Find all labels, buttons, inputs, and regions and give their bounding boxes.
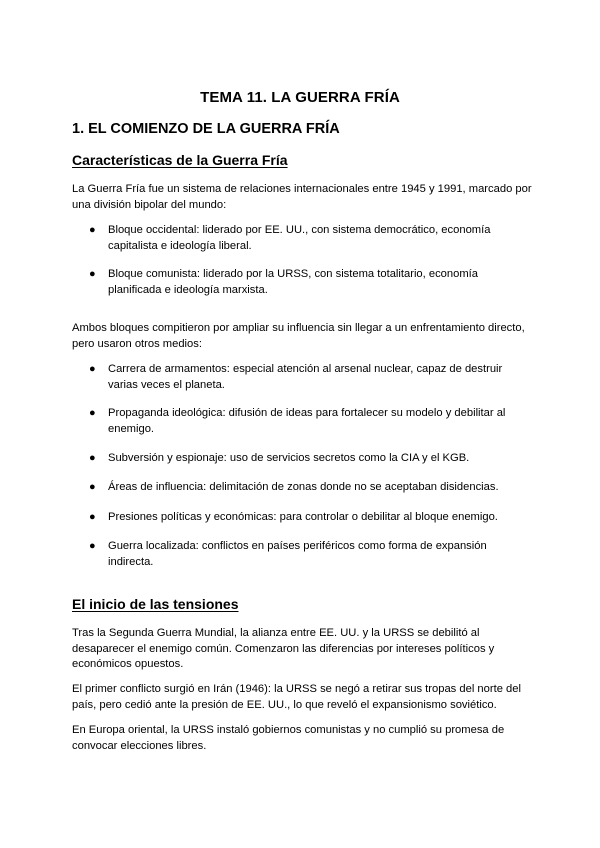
list-item-text: Bloque occidental: liderado por EE. UU., con sistema democrático, economía capitalista e ideología liberal. bbox=[108, 224, 491, 252]
list-item bbox=[72, 451, 532, 467]
bullet-icon: ● bbox=[89, 540, 96, 552]
list-item bbox=[72, 510, 532, 526]
list-item bbox=[72, 539, 532, 570]
list-item bbox=[72, 480, 532, 496]
section-heading: 1. EL COMIENZO DE LA GUERRA FRÍA bbox=[72, 121, 340, 137]
subsection-heading-characteristics: Características de la Guerra Fría bbox=[72, 152, 288, 168]
list-item-text: Carrera de armamentos: especial atención al arsenal nuclear, capaz de destruir varias veces el planeta. bbox=[108, 363, 503, 391]
bullet-icon: ● bbox=[89, 511, 96, 523]
bullet-icon: ● bbox=[89, 268, 96, 280]
list-item-text: Presiones políticas y económicas: para controlar o debilitar al bloque enemigo. bbox=[108, 511, 498, 523]
bullet-icon: ● bbox=[89, 224, 96, 236]
tensions-paragraph: Tras la Segunda Guerra Mundial, la alianza entre EE. UU. y la URSS se debilitó al desaparecer el enemigo común. Comenzaron las diferencias por intereses políticos y económicos opuestos. bbox=[72, 627, 495, 670]
list-item-text: Guerra localizada: conflictos en países periféricos como forma de expansión indirecta. bbox=[108, 540, 487, 568]
bullet-icon: ● bbox=[89, 481, 96, 493]
list-item-text: Bloque comunista: liderado por la URSS, con sistema totalitario, economía planificada e ideología marxista. bbox=[108, 268, 478, 296]
intro-paragraph: La Guerra Fría fue un sistema de relaciones internacionales entre 1945 y 1991, marcado por una división bipolar del mundo: bbox=[72, 183, 532, 211]
list-item-text: Subversión y espionaje: uso de servicios secretos como la CIA y el KGB. bbox=[108, 452, 470, 464]
list-item-text: Propaganda ideológica: difusión de ideas para fortalecer su modelo y debilitar al enemigo. bbox=[108, 407, 506, 435]
bullet-icon: ● bbox=[89, 363, 96, 375]
tensions-paragraph: El primer conflicto surgió en Irán (1946): la URSS se negó a retirar sus tropas del norte del país, pero cedió ante la presión de EE. UU., lo que reveló el expansionismo soviético. bbox=[72, 683, 521, 711]
document-title: TEMA 11. LA GUERRA FRÍA bbox=[200, 89, 400, 106]
list-item bbox=[72, 406, 532, 437]
list-item bbox=[72, 362, 532, 393]
list-item bbox=[72, 223, 532, 254]
bullet-icon: ● bbox=[89, 452, 96, 464]
list-item bbox=[72, 267, 532, 298]
tensions-paragraph: En Europa oriental, la URSS instaló gobiernos comunistas y no cumplió su promesa de convocar elecciones libres. bbox=[72, 724, 505, 752]
subsection-heading-tensions: El inicio de las tensiones bbox=[72, 596, 239, 612]
list-item-text: Áreas de influencia: delimitación de zonas donde no se aceptaban disidencias. bbox=[108, 481, 499, 493]
means-intro-paragraph: Ambos bloques compitieron por ampliar su influencia sin llegar a un enfrentamiento directo, pero usaron otros medios: bbox=[72, 322, 525, 350]
bullet-icon: ● bbox=[89, 407, 96, 419]
